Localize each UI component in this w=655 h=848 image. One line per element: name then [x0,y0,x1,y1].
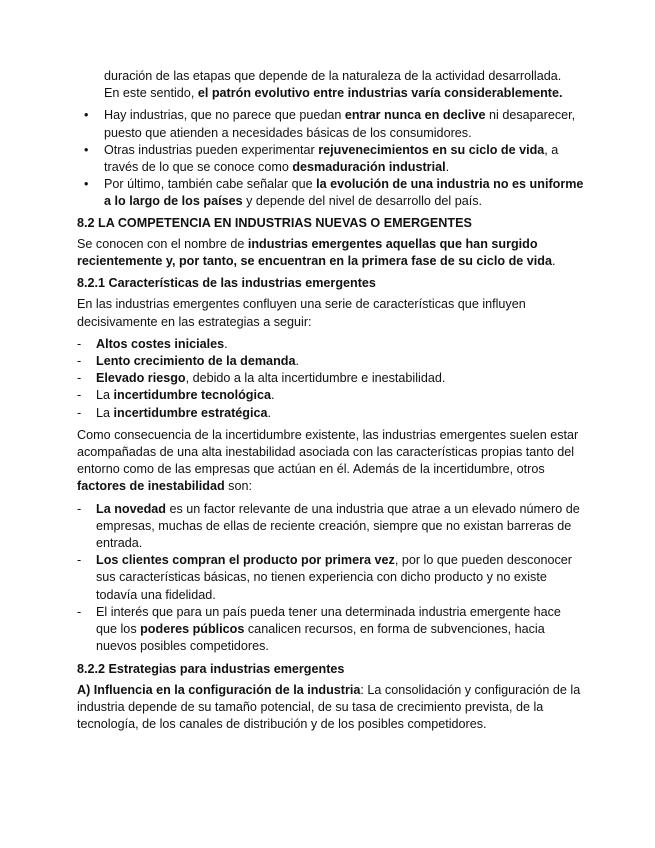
consequence-paragraph [77,427,585,496]
bullet-text: ni desaparecer, puesto que atienden a necesidades básicas de los consumidores. [104,108,576,140]
item-text: , debido a la alta incertidumbre e inestabilidad. [185,371,446,386]
section-heading-8-2-1: 8.2.1 Características de las industrias emergentes [77,276,376,291]
bullet-bold: la evolución de una industria no es uniforme a lo largo de los países [104,177,584,209]
item-bold: Los clientes compran el producto por primera vez [96,553,395,568]
section-heading-8-2-2: 8.2.2 Estrategias para industrias emergentes [77,661,345,676]
item-bold: poderes públicos [140,622,245,637]
item-bold: incertidumbre tecnológica [113,388,271,403]
consequence-bold: factores de inestabilidad [77,479,225,494]
section-8-2-intro [77,236,585,270]
item-bold: La novedad [96,501,166,516]
section-8-2-1-intro: En las industrias emergentes confluyen una serie de características que influyen decisivamente en las estrategias a seguir: [77,297,526,329]
bullet-icon: • [84,142,89,157]
characteristics-list [77,336,585,422]
list-item [77,552,585,604]
continuation-line2-text: En este sentido, [104,86,198,101]
list-item [77,405,585,422]
bullet-text: , a través de lo que se conoce como [104,142,559,175]
dash-icon: - [77,371,82,386]
bullet-icon: • [84,177,89,192]
continuation-line2-bold: el patrón evolutivo entre industrias varía considerablemente. [197,86,563,101]
list-item [77,353,585,370]
item-text: . [267,405,271,420]
dash-icon: - [77,354,82,369]
item-bold: Altos costes iniciales [96,336,225,351]
dash-icon: - [77,336,82,351]
bullet-item [77,176,585,210]
section-heading-8-2: 8.2 LA COMPETENCIA EN INDUSTRIAS NUEVAS O EMERGENTES [77,215,472,230]
dash-icon: - [77,604,82,619]
list-item [77,604,585,656]
intro-text: . [552,254,556,269]
item-text: , por lo que pueden desconocer sus características básicas, no tienen experiencia con dicho producto y no existe todavía una fidelidad. [96,553,572,602]
item-text: canalicen recursos, en forma de subvenciones, hacia nuevos posibles competidores. [96,622,545,654]
bullet-list [77,107,585,210]
bullet-text: . [445,160,450,175]
bullet-icon: • [84,108,89,123]
dash-icon: - [77,553,82,568]
bullet-bold: rejuvenecimientos en su ciclo de vida [318,142,545,157]
continuation-line1: duración de las etapas que depende de la naturaleza de la actividad desarrollada. [104,69,562,83]
bullet-item [77,107,585,141]
bullet-text: y depende del nivel de desarrollo del país. [242,194,483,209]
list-item [77,370,585,387]
item-bold: incertidumbre estratégica [113,405,268,420]
dash-icon: - [77,405,82,420]
list-item [77,501,585,553]
consequence-text: son: [224,479,252,494]
bullet-text: Hay industrias, que no parece que puedan [104,108,345,123]
bullet-text: Por último, también cabe señalar que [104,177,317,192]
intro-text: Se conocen con el nombre de [77,236,248,251]
item-text: . [224,336,228,351]
paragraph-bold: A) Influencia en la configuración de la industria [77,682,361,697]
list-item [77,387,585,404]
item-bold: Elevado riesgo [96,371,186,386]
list-item [77,336,585,353]
item-bold: Lento crecimiento de la demanda [96,354,296,369]
item-text: El interés que para un país pueda tener una determinada industria emergente hace que los [96,604,561,637]
intro-bold: industrias emergentes aquellas que han surgido recientemente y, por tanto, se encuentran en la primera fase de su ciclo de vida [77,236,552,269]
dash-icon: - [77,501,82,516]
item-text: . [295,354,299,369]
bullet-bold: entrar nunca en declive [344,108,486,123]
dash-icon: - [77,388,82,403]
bullet-item [77,142,585,176]
continuation-paragraph [77,68,585,102]
item-text: La [96,388,114,403]
consequence-text: Como consecuencia de la incertidumbre existente, las industrias emergentes suelen estar acompañadas de una alta inestabilidad asociada con las características propias tanto del entorno como de las empresas que actúan en él. Además de la incertidumbre, otros [77,427,579,477]
instability-factors-list [77,501,585,656]
item-text: es un factor relevante de una industria que atrae a un elevado número de empresas, muchas de ellas de reciente creación, siempre que no existan barreras de entrada. [96,501,580,551]
paragraph-text: : La consolidación y configuración de la industria depende de su tamaño potencial, de su tasa de crecimiento prevista, de la tecnología, de los canales de distribución y de los posibles competidores. [77,682,581,732]
section-8-2-2-paragraph [77,682,585,734]
item-text: . [270,388,275,403]
bullet-bold: desmaduración industrial [292,160,446,175]
bullet-text: Otras industrias pueden experimentar [104,142,319,157]
item-text: La [96,405,114,420]
